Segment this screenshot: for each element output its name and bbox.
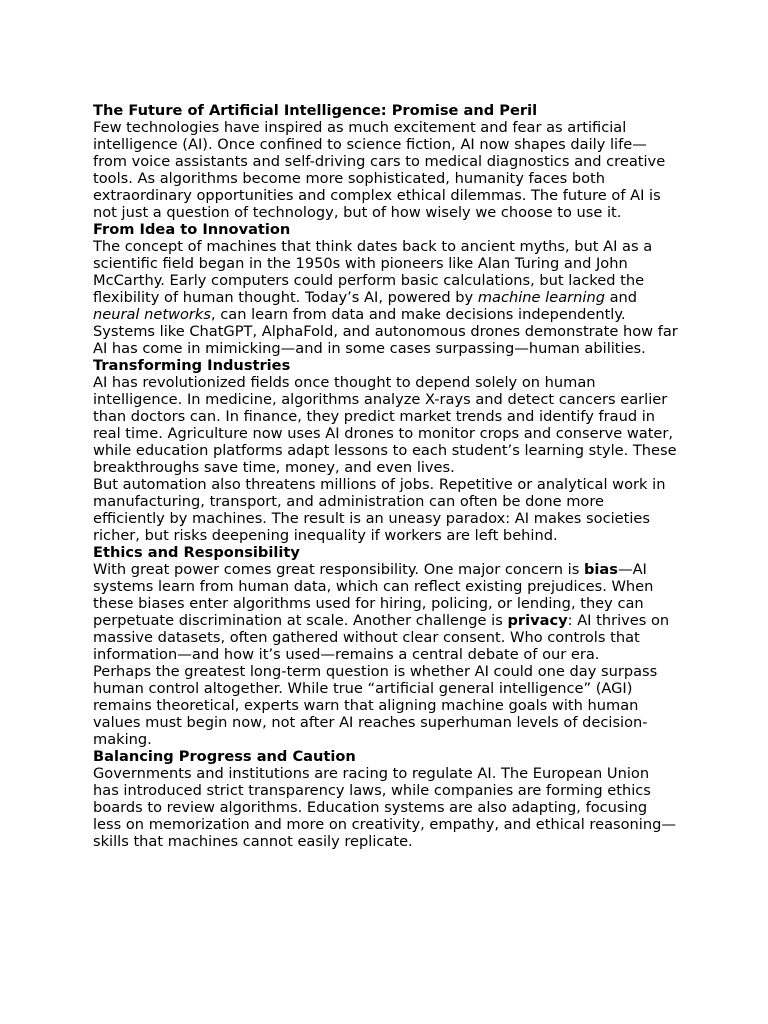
paragraph-5 bbox=[93, 561, 678, 663]
section-heading-4: Balancing Progress and Caution bbox=[93, 748, 356, 765]
paragraph-1 bbox=[93, 119, 678, 221]
bold-term: bias bbox=[583, 561, 618, 578]
document-body bbox=[93, 119, 678, 850]
paragraph-7 bbox=[93, 765, 678, 850]
italic-term: neural networks bbox=[93, 306, 211, 323]
document-title: The Future of Artificial Intelligence: Promise and Peril bbox=[93, 102, 538, 119]
paragraph-4 bbox=[93, 476, 678, 544]
paragraph-3 bbox=[93, 374, 678, 476]
text-run: Few technologies have inspired as much excitement and fear as artificial intelligence (AI). Once confined to science fiction, AI now shapes daily life—from voice assistants and self-driving cars to medical diagnostics and creative tools. As algorithms become more sophisticated, humanity faces both extraordinary opportunities and complex ethical dilemmas. The future of AI is not just a question of technology, but of how wisely we choose to use it. bbox=[93, 119, 666, 221]
italic-term: machine learning bbox=[477, 289, 605, 306]
bold-term: privacy bbox=[507, 612, 568, 629]
section-heading-3: Ethics and Responsibility bbox=[93, 544, 300, 561]
text-run: But automation also threatens millions of jobs. Repetitive or analytical work in manufacturing, transport, and administration can often be done more efficiently by machines. The result is an uneasy paradox: AI makes societies richer, but risks deepening inequality if workers are left behind. bbox=[93, 476, 666, 544]
document-page bbox=[93, 102, 678, 850]
paragraph-6 bbox=[93, 663, 678, 748]
section-heading-2: Transforming Industries bbox=[93, 357, 291, 374]
text-run: —AI systems learn from human data, which can reflect existing prejudices. When these biases enter algorithms used for hiring, policing, or lending, they can perpetuate discrimination at scale. Another challenge is bbox=[93, 561, 654, 629]
text-run: , can learn from data and make decisions independently. Systems like ChatGPT, AlphaFold, and autonomous drones demonstrate how far AI has come in mimicking—and in some cases surpassing—human abilities. bbox=[93, 306, 678, 357]
text-run: and bbox=[604, 289, 638, 306]
text-run: Perhaps the greatest long-term question is whether AI could one day surpass human control altogether. While true “artificial general intelligence” (AGI) remains theoretical, experts warn that aligning machine goals with human values must begin now, not after AI reaches superhuman levels of decision-making. bbox=[93, 663, 658, 748]
text-run: Governments and institutions are racing to regulate AI. The European Union has introduced strict transparency laws, while companies are forming ethics boards to review algorithms. Education systems are also adapting, focusing less on memorization and more on creativity, empathy, and ethical reasoning—skills that machines cannot easily replicate. bbox=[93, 765, 676, 850]
text-run: : AI thrives on massive datasets, often gathered without clear consent. Who controls that information—and how it’s used—remains a central debate of our era. bbox=[93, 612, 670, 663]
text-run: The concept of machines that think dates back to ancient myths, but AI as a scientific field began in the 1950s with pioneers like Alan Turing and John McCarthy. Early computers could perform basic calculations, but lacked the flexibility of human thought. Today’s AI, powered by bbox=[93, 238, 653, 306]
section-heading-1: From Idea to Innovation bbox=[93, 221, 291, 238]
text-run: With great power comes great responsibility. One major concern is bbox=[93, 561, 584, 578]
paragraph-2 bbox=[93, 238, 678, 357]
text-run: AI has revolutionized fields once thought to depend solely on human intelligence. In medicine, algorithms analyze X-rays and detect cancers earlier than doctors can. In finance, they predict market trends and identify fraud in real time. Agriculture now uses AI drones to monitor crops and conserve water, while education platforms adapt lessons to each student’s learning style. These breakthroughs save time, money, and even lives. bbox=[93, 374, 677, 476]
